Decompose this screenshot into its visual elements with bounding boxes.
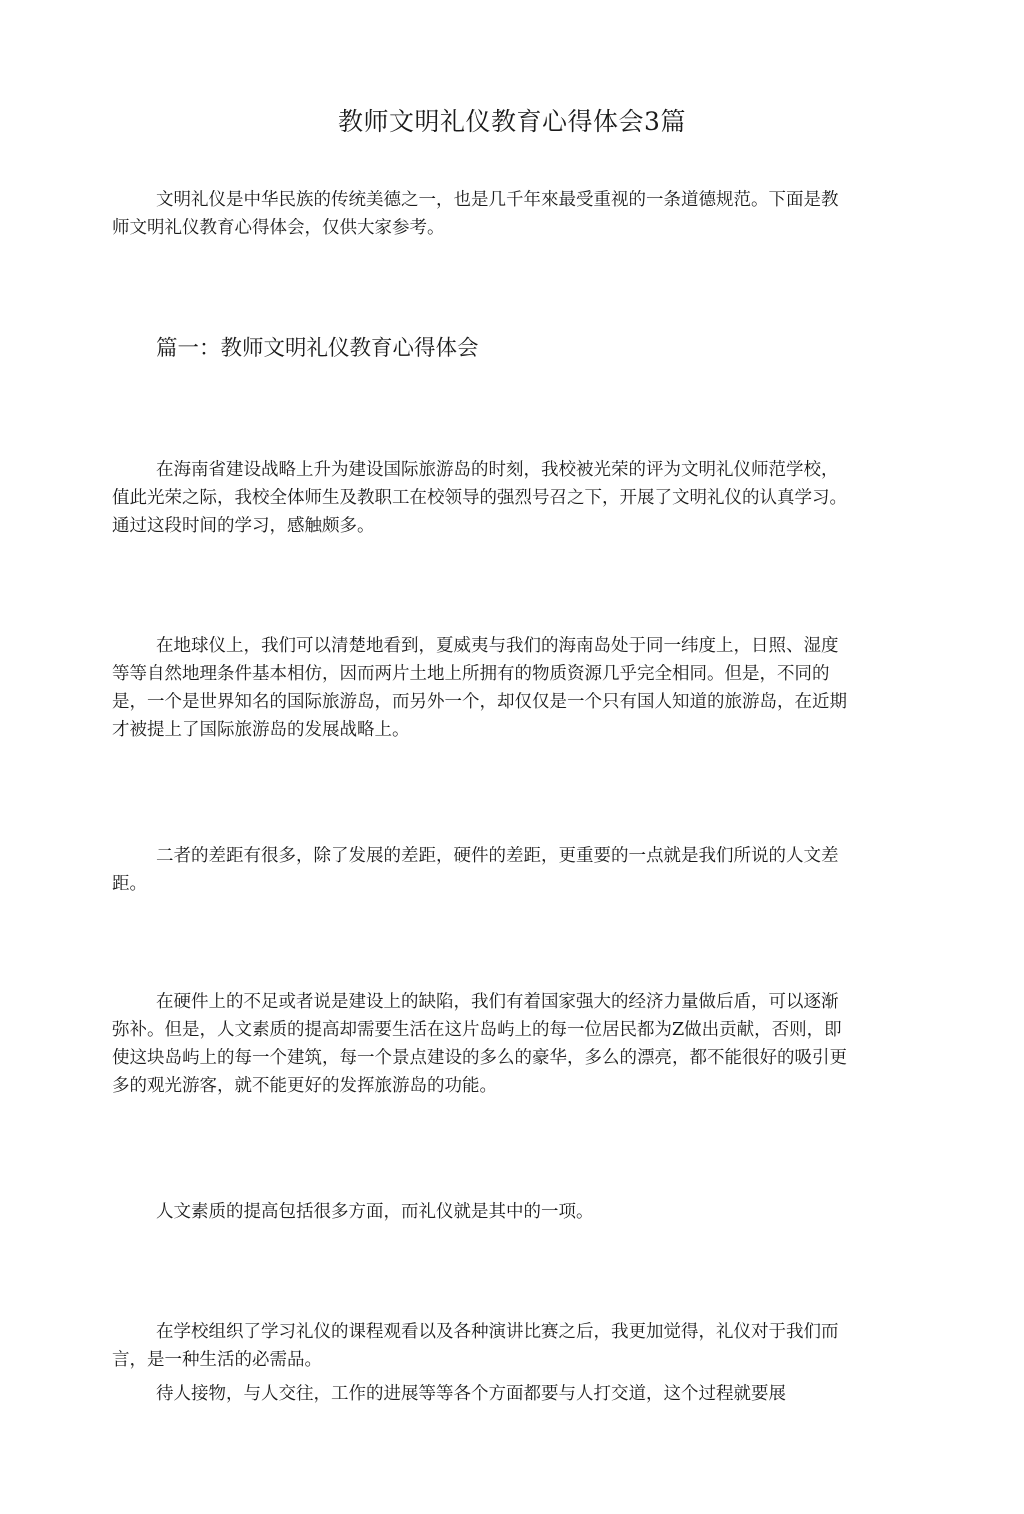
body-paragraph-3: 二者的差距有很多，除了发展的差距，硬件的差距，更重要的一点就是我们所说的人文差距。 [112,846,839,894]
intro-paragraph: 文明礼仪是中华民族的传统美德之一，也是几千年來最受重视的一条道德规范。下面是教师文明礼仪教育心得体会，仅供大家参考。 [112,190,839,238]
body-paragraph-1: 在海南省建设战略上升为建设国际旅游岛的时刻，我校被光荣的评为文明礼仪师范学校，值此光荣之际，我校全体师生及教职工在校领导的强烈号召之下，开展了文明礼仪的认真学习。通过这段时间的学习，感触颇多。 [112,460,847,536]
body-paragraph-4: 在硬件上的不足或者说是建设上的缺陷，我们有着国家强大的经济力量做后盾，可以逐渐弥补。但是，人文素质的提高却需要生活在这片岛屿上的每一位居民都为Z做出贡献，否则，即使这块岛屿上的每一个建筑，每一个景点建设的多么的豪华，多么的漂亮，都不能很好的吸引更多的观光游客，就不能更好的发挥旅游岛的功能。 [112,992,847,1096]
body-paragraph-2: 在地球仪上，我们可以清楚地看到，夏威夷与我们的海南岛处于同一纬度上，日照、湿度等等自然地理条件基本相仿，因而两片土地上所拥有的物质资源几乎完全相同。但是，不同的是，一个是世界知名的国际旅游岛，而另外一个，却仅仅是一个只有国人知道的旅游岛，在近期才被提上了国际旅游岛的发展战略上。 [112,636,847,740]
body-paragraph-5: 人文素质的提高包括很多方面，而礼仪就是其中的一项。 [156,1202,594,1222]
document-title: 教师文明礼仪教育心得体会3篇 [338,107,686,136]
body-paragraph-6: 在学校组织了学习礼仪的课程观看以及各种演讲比赛之后，我更加觉得，礼仪对于我们而言，是一种生活的必需品。 [112,1322,839,1370]
section-heading: 篇一：教师文明礼仪教育心得体会 [156,336,479,361]
body-paragraph-7: 待人接物，与人交往，工作的进展等等各个方面都要与人打交道，这个过程就要展 [156,1384,786,1404]
